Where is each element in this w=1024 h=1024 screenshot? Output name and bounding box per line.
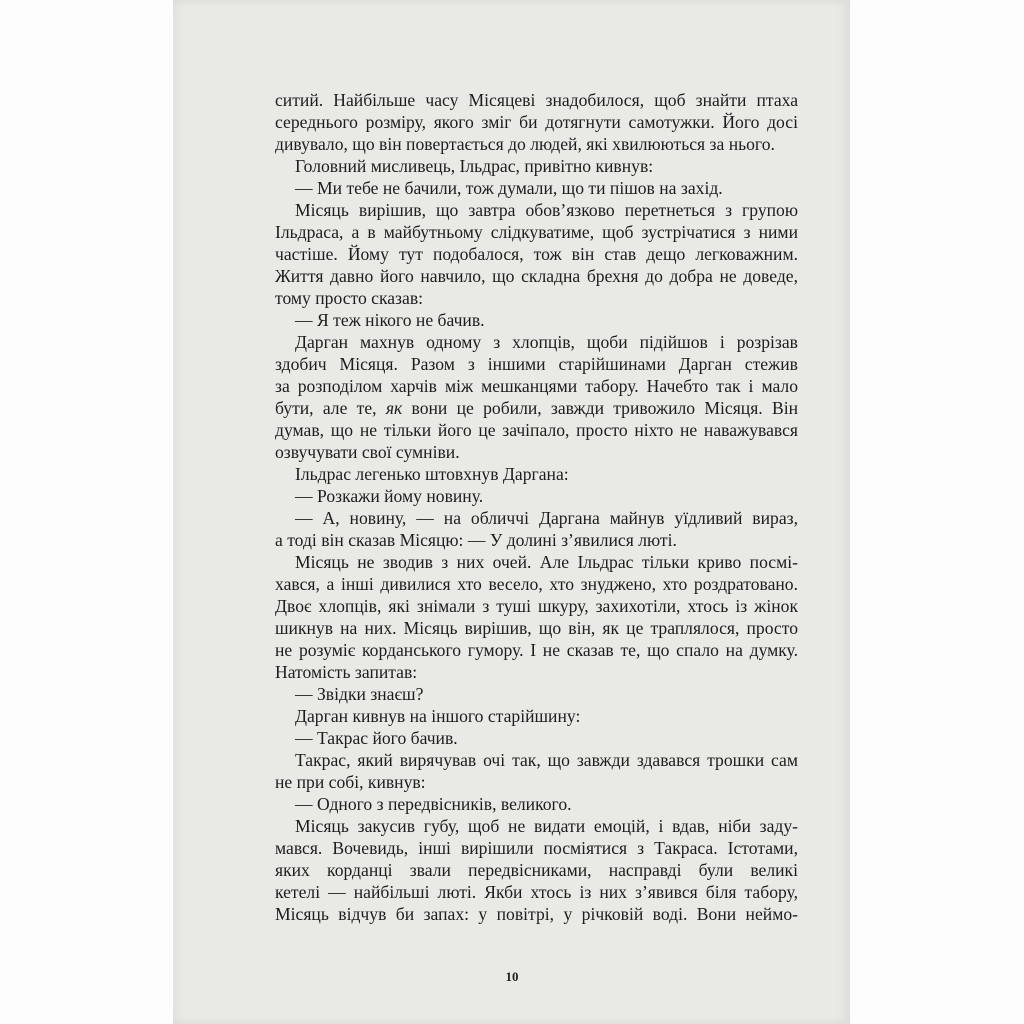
text-line: а тоді він сказав Місяцю: — У долині з’явилися люті. [275,530,677,550]
text-line: — Одного з передвісників, великого. [295,794,572,814]
text-line: не розуміє корданського гумору. І не сказав те, що спало на думку. [275,640,798,660]
text-line: середнього розміру, якого зміг би дотягнути самотужки. Його досі [275,112,798,132]
text-line: здобич Місяця. Разом з іншими старійшинами Дарган стежив [275,354,798,374]
text-segment: бути, але те, [275,398,386,418]
text-line [275,397,798,419]
text-line: — Звідки знаєш? [295,684,424,704]
text-line: Ільдрас легенько штовхнув Даргана: [295,464,569,484]
text-line: дивувало, що він повертається до людей, які хвилюються за нього. [275,134,775,154]
text-line: Дарган махнув одному з хлопців, щоби підійшов і розрізав [295,332,798,352]
text-line: кетелі — найбільші люті. Якби хтось із них з’явився біля табору, [275,882,798,902]
text-line: Ільдраса, а в майбутньому слідкуватиме, щоб зустрічатися з ними [275,222,798,242]
text-line: не при собі, кивнув: [275,772,426,792]
text-line: — Такрас його бачив. [295,728,458,748]
text-line: озвучувати свої сумніви. [275,442,460,462]
text-line: Дарган кивнув на іншого старійшину: [295,706,581,726]
text-line: — Розкажи йому новину. [295,486,484,506]
text-line: яких корданці звали передвісниками, насправді були великі [275,860,798,880]
text-line: Місяць відчув би запах: у повітрі, у річковій воді. Вони неймо- [275,904,798,924]
text-line: — Я теж нікого не бачив. [295,310,485,330]
text-line: шикнув на них. Місяць вирішив, що він, як це траплялося, просто [275,618,798,638]
text-line: мався. Вочевидь, інші вирішили посміятися з Такраса. Істотами, [275,838,798,858]
text-line: Двоє хлопців, які знімали з туші шкуру, захихотіли, хтось із жінок [275,596,798,616]
text-line: частіше. Йому тут подобалося, тож він став дещо легковажним. [275,244,798,264]
text-line: Місяць вирішив, що завтра обов’язково перетнеться з групою [295,200,798,220]
text-line: за розподілом харчів між мешканцями табору. Начебто так і мало [275,376,798,396]
text-line: Головний мисливець, Ільдрас, привітно кивнув: [295,156,654,176]
text-line: Життя давно його навчило, що складна брехня до добра не доведе, [275,266,798,286]
text-line: ситий. Найбільше часу Місяцеві знадобилося, щоб знайти птаха [275,90,798,110]
text-line: — А, новину, — на обличчі Даргана майнув уїдливий вираз, [295,508,798,528]
text-line: Такрас, який вирячував очі так, що завжди здавався трошки сам [295,750,798,770]
text-line: Місяць закусив губу, щоб не видати емоцій, і вдав, ніби заду- [295,816,798,836]
text-line: Натомість запитав: [275,662,418,682]
text-segment: вони це робили, завжди тривожило Місяця. Він [402,398,798,418]
text-line: хався, а інші дивилися хто весело, хто знуджено, хто роздратовано. [275,574,798,594]
italic-word: як [385,398,403,418]
text-line: — Ми тебе не бачили, тож думали, що ти пішов на захід. [295,178,723,198]
text-line: думав, що не тільки його це зачіпало, просто ніхто не наважувався [275,420,798,440]
text-line: тому просто сказав: [275,288,424,308]
body-text [275,89,798,925]
text-line: Місяць не зводив з них очей. Але Ільдрас тільки криво посмі- [295,552,798,572]
page-number: 10 [505,969,519,984]
